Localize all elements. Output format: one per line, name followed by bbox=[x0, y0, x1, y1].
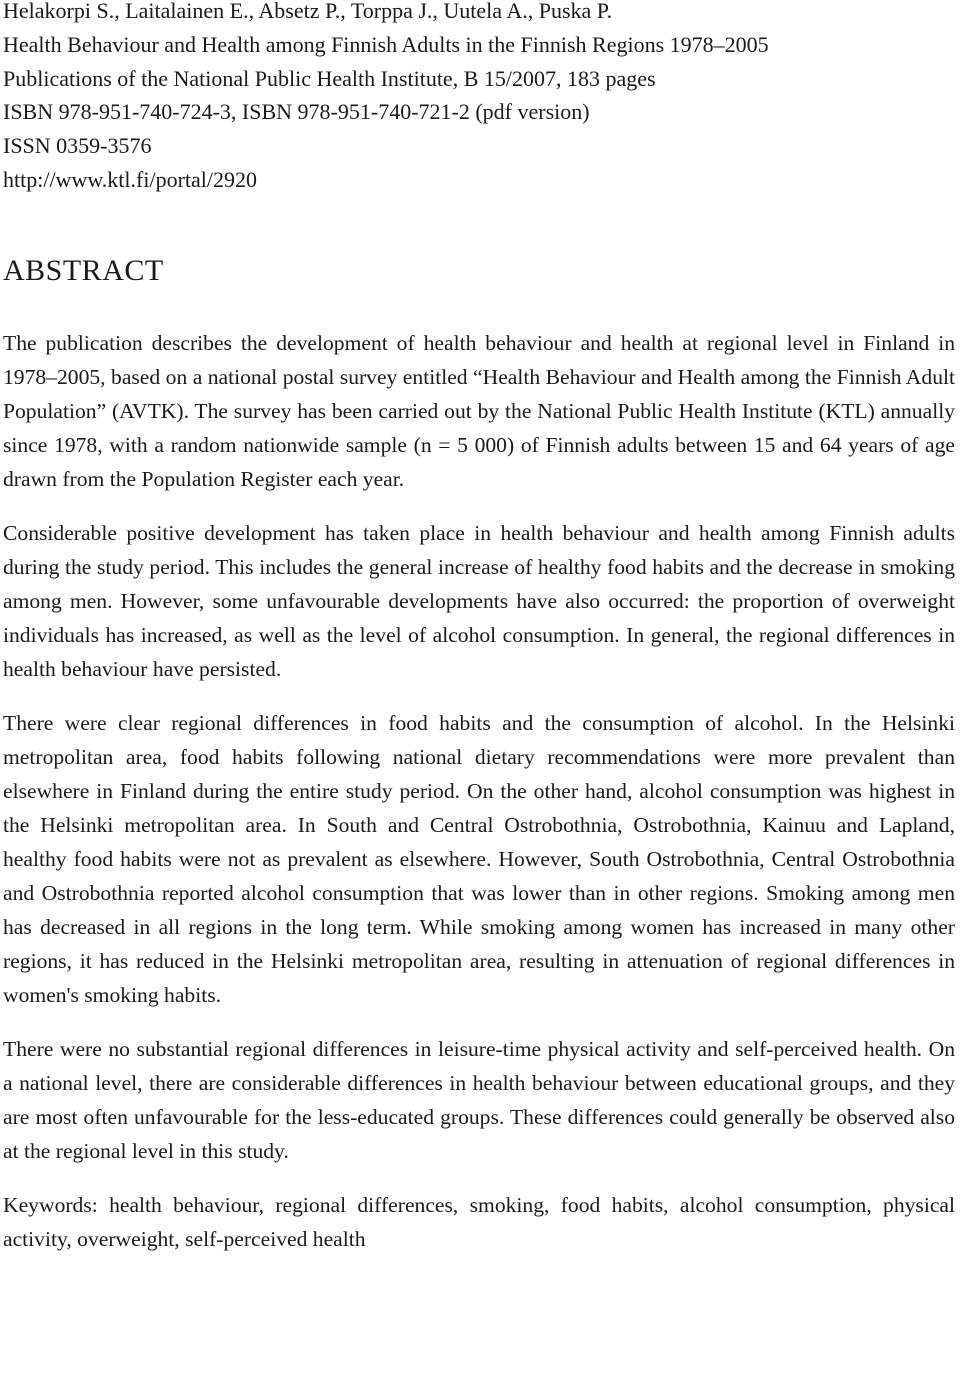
citation-block bbox=[3, 0, 955, 197]
abstract-paragraph-2: Considerable positive development has taken place in health behaviour and health among Finnish adults during the study period. This includes the general increase of healthy food habits and the decrease in smoking among men. However, some unfavourable developments have also occurred: the proportion of overweight individuals has increased, as well as the level of alcohol consumption. In general, the regional differences in health behaviour have persisted. bbox=[3, 521, 955, 681]
citation-isbn: ISBN 978-951-740-724-3, ISBN 978-951-740-721-2 (pdf version) bbox=[3, 99, 590, 125]
abstract-heading: ABSTRACT bbox=[3, 254, 164, 287]
citation-issn: ISSN 0359-3576 bbox=[3, 133, 152, 159]
citation-url[interactable]: http://www.ktl.fi/portal/2920 bbox=[3, 166, 257, 192]
citation-authors: Helakorpi S., Laitalainen E., Absetz P., Torppa J., Uutela A., Puska P. bbox=[3, 0, 613, 23]
abstract-body bbox=[3, 326, 955, 1256]
document-page bbox=[3, 0, 955, 1251]
abstract-paragraph-1: The publication describes the development of health behaviour and health at regional level in Finland in 1978–2005, based on a national postal survey entitled “Health Behaviour and Health among the Finnish Adult Population” (AVTK). The survey has been carried out by the National Public Health Institute (KTL) annually since 1978, with a random nationwide sample (n = 5 000) of Finnish adults between 15 and 64 years of age drawn from the Population Register each year. bbox=[3, 331, 955, 491]
citation-title: Health Behaviour and Health among Finnish Adults in the Finnish Regions 1978–2005 bbox=[3, 31, 769, 57]
abstract-paragraph-3: There were clear regional differences in food habits and the consumption of alcohol. In the Helsinki metropolitan area, food habits following national dietary recommendations were more prevalent than elsewhere in Finland during the entire study period. On the other hand, alcohol consumption was highest in the Helsinki metropolitan area. In South and Central Ostrobothnia, Ostrobothnia, Kainuu and Lapland, healthy food habits were not as prevalent as elsewhere. However, South Ostrobothnia, Central Ostrobothnia and Ostrobothnia reported alcohol consumption that was lower than in other regions. Smoking among men has decreased in all regions in the long term. While smoking among women has increased in many other regions, it has reduced in the Helsinki metropolitan area, resulting in attenuation of regional differences in women's smoking habits. bbox=[3, 711, 955, 1007]
abstract-paragraph-4: There were no substantial regional differences in leisure-time physical activity and self-perceived health. On a national level, there are considerable differences in health behaviour between educational groups, and they are most often unfavourable for the less-educated groups. These differences could generally be observed also at the regional level in this study. bbox=[3, 1037, 955, 1163]
keywords: Keywords: health behaviour, regional differences, smoking, food habits, alcohol consumption, physical activity, overweight, self-perceived health bbox=[3, 1193, 955, 1251]
citation-series: Publications of the National Public Health Institute, B 15/2007, 183 pages bbox=[3, 65, 656, 91]
